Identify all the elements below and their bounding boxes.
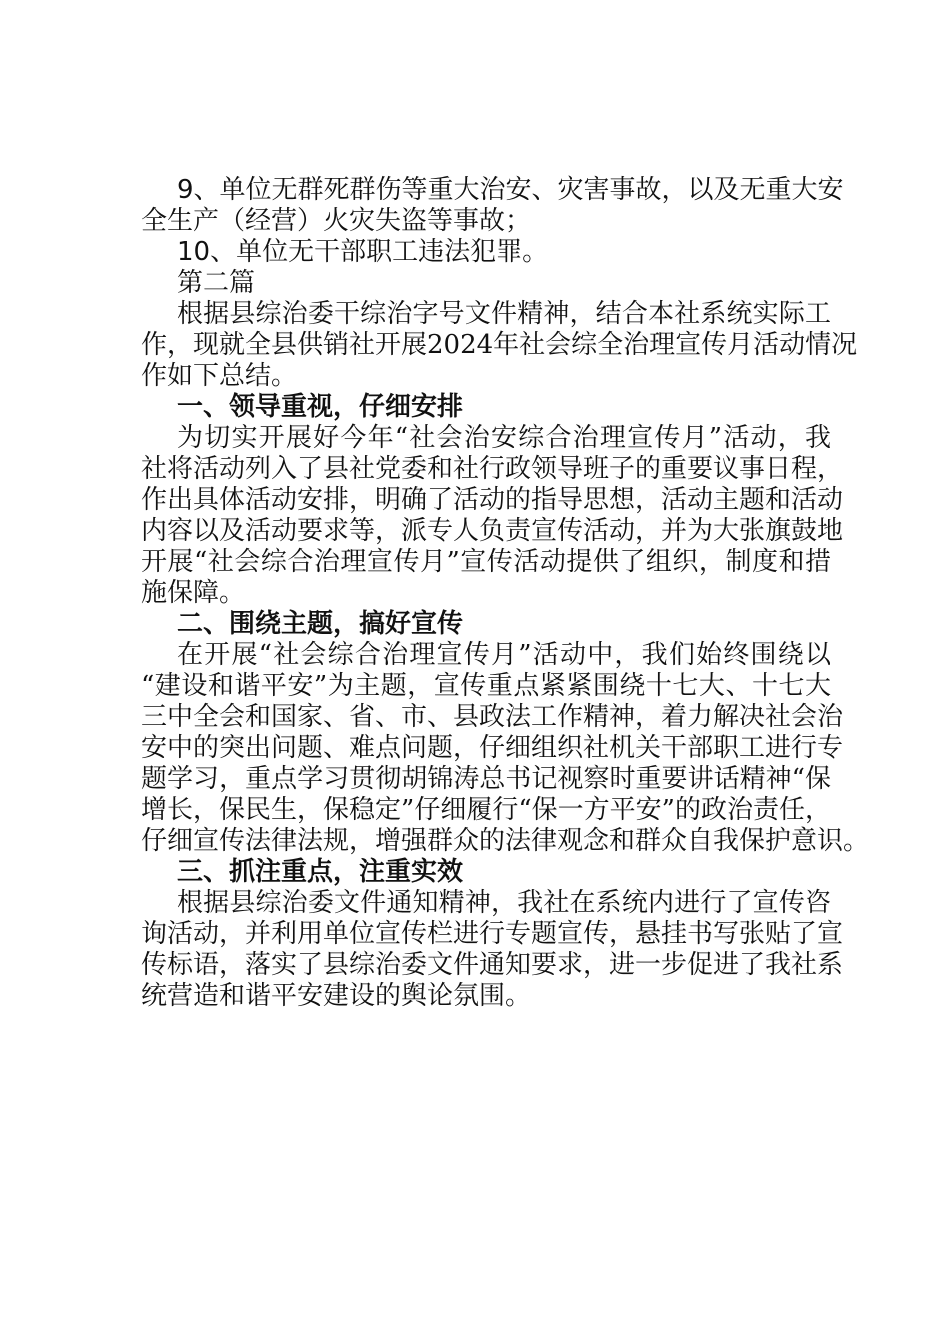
text-line: 在开展“社会综合治理宣传月”活动中，我们始终围绕以	[177, 640, 831, 670]
section-heading: 二、围绕主题，搞好宣传	[177, 609, 464, 639]
text-line: 施保障。	[141, 578, 246, 608]
text-line: 询活动，并利用单位宣传栏进行专题宣传，悬挂书写张贴了宣	[141, 919, 844, 949]
section-label: 第二篇	[177, 268, 256, 298]
section-1	[141, 392, 844, 609]
text-line: 安中的突出问题、难点问题，仔细组织社机关干部职工进行专	[141, 733, 844, 763]
text-line: 三中全会和国家、省、市、县政法工作精神，着力解决社会治	[141, 702, 844, 732]
text-line: 10、单位无干部职工违法犯罪。	[177, 237, 549, 267]
text-line: 仔细宣传法律法规，增强群众的法律观念和群众自我保护意识。	[141, 826, 870, 856]
section-3	[141, 857, 844, 1012]
text-line: 传标语，落实了县综治委文件通知要求，进一步促进了我社系	[141, 950, 844, 980]
section-2	[141, 609, 870, 857]
text-line: 统营造和谐平安建设的舆论氛围。	[141, 981, 532, 1011]
text-line: 作出具体活动安排，明确了活动的指导思想，活动主题和活动	[141, 485, 844, 515]
text-line: 全生产（经营）火灾失盗等事故；	[141, 206, 532, 236]
document-body	[141, 175, 870, 1012]
text-line: 增长，保民生，保稳定”仔细履行“保一方平安”的政治责任，	[141, 795, 831, 825]
section-heading: 三、抓注重点，注重实效	[177, 857, 464, 887]
text-line: 为切实开展好今年“社会治安综合治理宣传月”活动，我	[177, 423, 831, 453]
text-line: 内容以及活动要求等，派专人负责宣传活动，并为大张旗鼓地	[141, 516, 844, 546]
text-line: “建设和谐平安”为主题，宣传重点紧紧围绕十七大、十七大	[141, 671, 831, 701]
list-item-10	[141, 237, 831, 268]
text-line: 社将活动列入了县社党委和社行政领导班子的重要议事日程，	[141, 454, 844, 484]
text-line: 作如下总结。	[141, 361, 298, 391]
text-line: 开展“社会综合治理宣传月”宣传活动提供了组织，制度和措	[141, 547, 831, 577]
text-line: 根据县综治委干综治字号文件精神，结合本社系统实际工	[177, 299, 831, 329]
text-line: 9、单位无群死群伤等重大治安、灾害事故，以及无重大安	[177, 175, 844, 205]
section-heading: 一、领导重视，仔细安排	[177, 392, 464, 422]
intro-paragraph	[141, 299, 858, 392]
list-item-9	[141, 175, 844, 237]
text-line: 根据县综治委文件通知精神，我社在系统内进行了宣传咨	[177, 888, 831, 918]
text-line: 题学习，重点学习贯彻胡锦涛总书记视察时重要讲话精神“保	[141, 764, 831, 794]
text-line: 作，现就全县供销社开展2024年社会综全治理宣传月活动情况	[141, 330, 858, 360]
